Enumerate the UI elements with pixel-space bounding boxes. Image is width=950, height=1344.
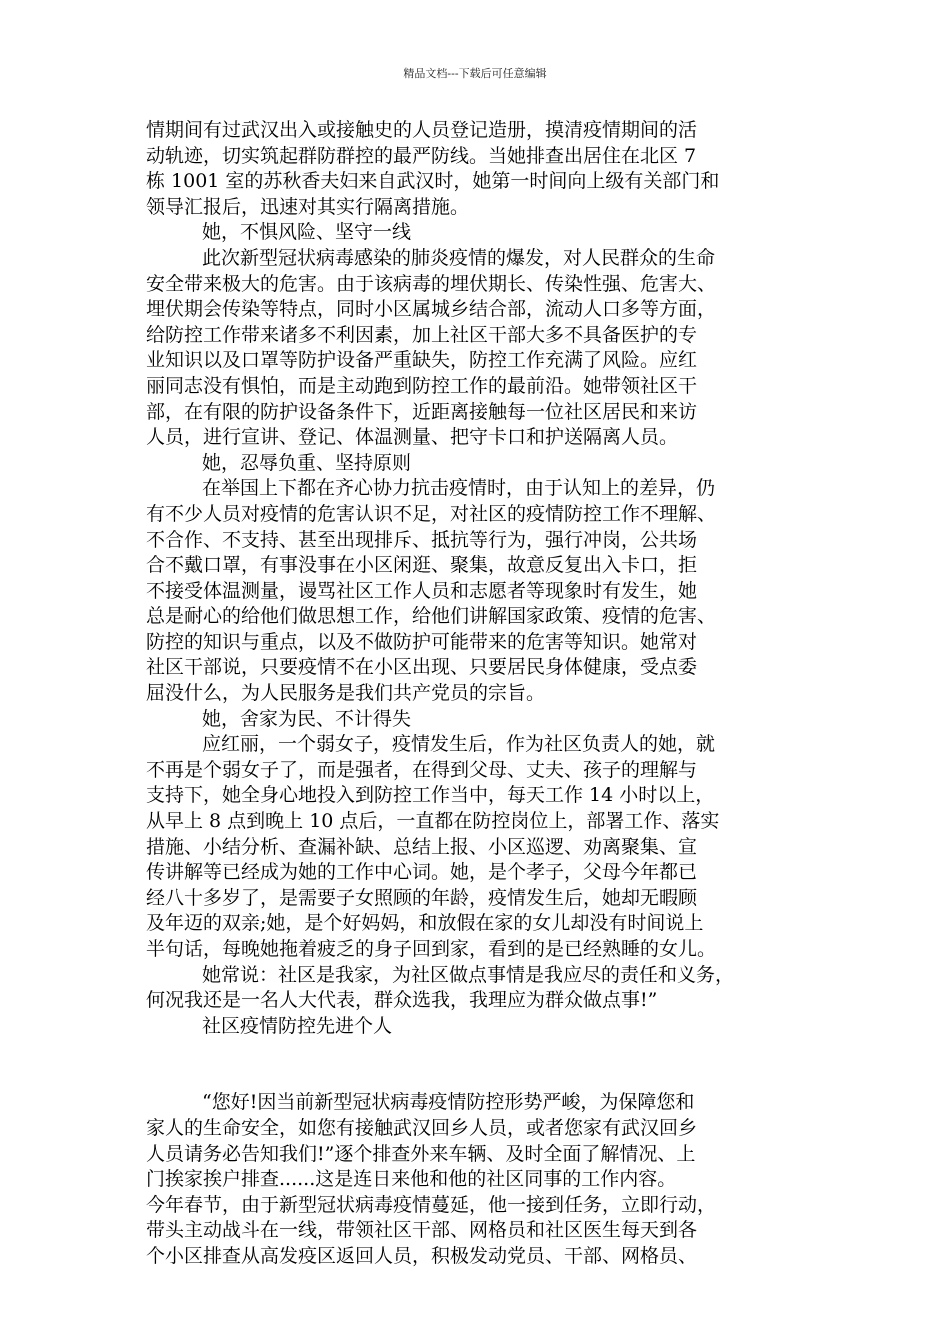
body-line: 丽同志没有惧怕，而是主动跑到防控工作的最前沿。她带领社区干 [146,374,698,397]
body-line: 栋 1001 室的苏秋香夫妇来自武汉时，她第一时间向上级有关部门和 [146,170,720,193]
body-line: 人员请务必告知我们!”逐个排查外来车辆、及时全面了解情况、上 [146,1142,696,1165]
section-heading: 她，舍家为民、不计得失 [202,707,412,730]
paragraph-first-line: 她常说：社区是我家，为社区做点事情是我应尽的责任和义务， [202,963,735,986]
body-line: 何况我还是一名人大代表，群众选我，我理应为群众做点事!” [146,989,658,1012]
body-line: 情期间有过武汉出入或接触史的人员登记造册，摸清疫情期间的活 [146,119,698,141]
body-line: 家人的生命安全，如您有接触武汉回乡人员，或者您家有武汉回乡 [146,1116,698,1139]
section-heading: 她，忍辱负重、坚持原则 [202,451,412,474]
body-line: 部，在有限的防护设备条件下，近距离接触每一位社区居民和来访 [146,400,698,423]
body-line: 给防控工作带来诸多不利因素，加上社区干部大多不具备医护的专 [146,323,698,346]
body-line: 防控的知识与重点，以及不做防护可能带来的危害等知识。她常对 [146,630,698,653]
paragraph-first-line: 此次新型冠状病毒感染的肺炎疫情的爆发，对人民群众的生命 [202,246,716,269]
body-line: 从早上 8 点到晚上 10 点后，一直都在防控岗位上，部署工作、落实 [146,810,720,833]
body-line: 经八十多岁了，是需要子女照顾的年龄，疫情发生后，她却无暇顾 [146,886,698,909]
body-line: 支持下，她全身心地投入到防控工作当中，每天工作 14 小时以上， [146,784,715,807]
body-line: 安全带来极大的危害。由于该病毒的埋伏期长、传染性强、危害大、 [146,272,717,295]
paragraph-first-line: “您好!因当前新型冠状病毒疫情防控形势严峻，为保障您和 [202,1091,695,1114]
document-body [146,118,810,1270]
body-line: 屈没什么，为人民服务是我们共产党员的宗旨。 [146,682,546,705]
body-line: 今年春节，由于新型冠状病毒疫情蔓延，他一接到任务，立即行动， [146,1193,717,1216]
paragraph-first-line: 在举国上下都在齐心协力抗击疫情时，由于认知上的差异，仍 [202,477,716,500]
body-line: 合不戴口罩，有事没事在小区闲逛、聚集，故意反复出入卡口，拒 [146,554,698,577]
body-line: 动轨迹，切实筑起群防群控的最严防线。当她排查出居住在北区 7 [146,144,697,167]
body-line: 门挨家挨户排查......这是连日来他和他的社区同事的工作内容。 [146,1168,677,1191]
body-line: 带头主动战斗在一线，带领社区干部、网格员和社区医生每天到各 [146,1219,698,1242]
body-line: 领导汇报后，迅速对其实行隔离措施。 [146,195,470,218]
body-line: 半句话，每晚她拖着疲乏的身子回到家，看到的是已经熟睡的女儿。 [146,938,717,960]
body-line: 总是耐心的给他们做思想工作，给他们讲解国家政策、疫情的危害、 [146,605,717,628]
paragraph-first-line: 应红丽，一个弱女子，疫情发生后，作为社区负责人的她，就 [202,733,716,756]
page-header: 精品文档---下载后可任意编辑 [403,67,547,80]
body-line: 社区干部说，只要疫情不在小区出现、只要居民身体健康，受点委 [146,656,698,679]
body-line: 埋伏期会传染等特点，同时小区属城乡结合部，流动人口多等方面， [146,298,717,321]
body-line: 人员，进行宣讲、登记、体温测量、把守卡口和护送隔离人员。 [146,426,679,449]
body-line: 不接受体温测量，谩骂社区工作人员和志愿者等现象时有发生，她 [146,579,698,602]
body-line: 措施、小结分析、查漏补缺、总结上报、小区巡逻、劝离聚集、宣 [146,835,698,858]
section-heading: 她，不惧风险、坚守一线 [202,221,412,244]
article-title: 社区疫情防控先进个人 [202,1014,393,1037]
body-line: 有不少人员对疫情的危害认识不足，对社区的疫情防控工作不理解、 [146,502,717,525]
body-line: 不合作、不支持、甚至出现排斥、抵抗等行为，强行冲岗，公共场 [146,528,698,551]
body-line: 传讲解等已经成为她的工作中心词。她，是个孝子，父母今年都已 [146,861,698,884]
body-line: 及年迈的双亲;她，是个好妈妈，和放假在家的女儿却没有时间说上 [146,912,704,935]
blank-line [146,1039,810,1090]
body-line: 个小区排查从高发疫区返回人员，积极发动党员、干部、网格员、 [146,1244,698,1267]
body-line: 不再是个弱女子了，而是强者，在得到父母、丈夫、孩子的理解与 [146,758,698,781]
body-line: 业知识以及口罩等防护设备严重缺失，防控工作充满了风险。应红 [146,349,698,372]
